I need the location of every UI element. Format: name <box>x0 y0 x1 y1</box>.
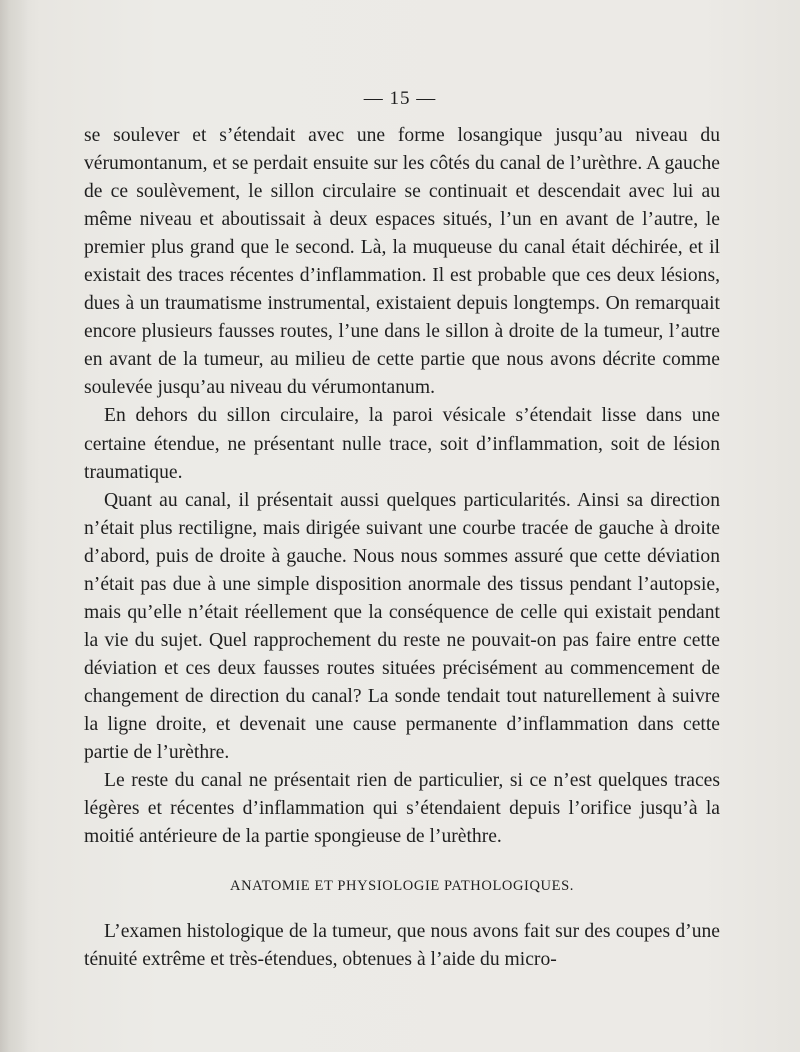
paragraph-4: Le reste du canal ne présentait rien de particulier, si ce n’est quelques traces légères et récentes d’inflammation qui s’étendaient depuis l’orifice jusqu’à la moitié antérieure de la partie spongieuse de l’urèthre. <box>84 770 720 848</box>
paragraph-3: Quant au canal, il présentait aussi quelques particularités. Ainsi sa direction n’était plus rectiligne, mais dirigée suivant une courbe tracée de gauche à droite d’abord, puis de droite à gauche. Nous nous sommes assuré que cette déviation n’était pas due à une simple disposition anormale des tissus pendant l’autopsie, mais qu’elle n’était réellement que la conséquence de celle qui existait pendant la vie du sujet. Quel rapprochement du reste ne pouvait-on pas faire entre cette déviation et ces deux fausses routes situées précisément au commencement de changement de direction du canal? La sonde tendait tout naturellement à suivre la ligne droite, et devenait une cause permanente d’inflammation dans cette partie de l’urèthre. <box>84 489 720 764</box>
paragraph-1: se soulever et s’étendait avec une forme losangique jusqu’au niveau du vérumontanum, et se perdait ensuite sur les côtés du canal de l’urèthre. A gauche de ce soulèvement, le sillon circulaire se continuait et descendait avec lui au même niveau et aboutissait à deux espaces situés, l’un en avant de l’autre, le premier plus grand que le second. Là, la muqueuse du canal était déchirée, et il existait des traces récentes d’inflammation. Il est probable que ces deux lésions, dues à un traumatisme instrumental, existaient depuis longtemps. On remarquait encore plusieurs fausses routes, l’une dans le sillon à droite de la tumeur, l’autre en avant de la tumeur, au milieu de cette partie que nous avons décrite comme soulevée jusqu’au niveau du vérumontanum. <box>84 125 720 399</box>
page-body <box>84 122 720 974</box>
page-binding-shadow <box>0 0 28 1052</box>
page-header: — 15 — <box>363 88 437 109</box>
paragraph-5: L’examen histologique de la tumeur, que nous avons fait sur des coupes d’une ténuité extrême et très-étendues, obtenues à l’aide du micro- <box>84 921 720 971</box>
paragraph-2: En dehors du sillon circulaire, la paroi vésicale s’étendait lisse dans une certaine étendue, ne présentant nulle trace, soit d’inflammation, soit de lésion traumatique. <box>84 405 720 483</box>
section-heading: ANATOMIE ET PHYSIOLOGIE PATHOLOGIQUES. <box>230 878 574 895</box>
